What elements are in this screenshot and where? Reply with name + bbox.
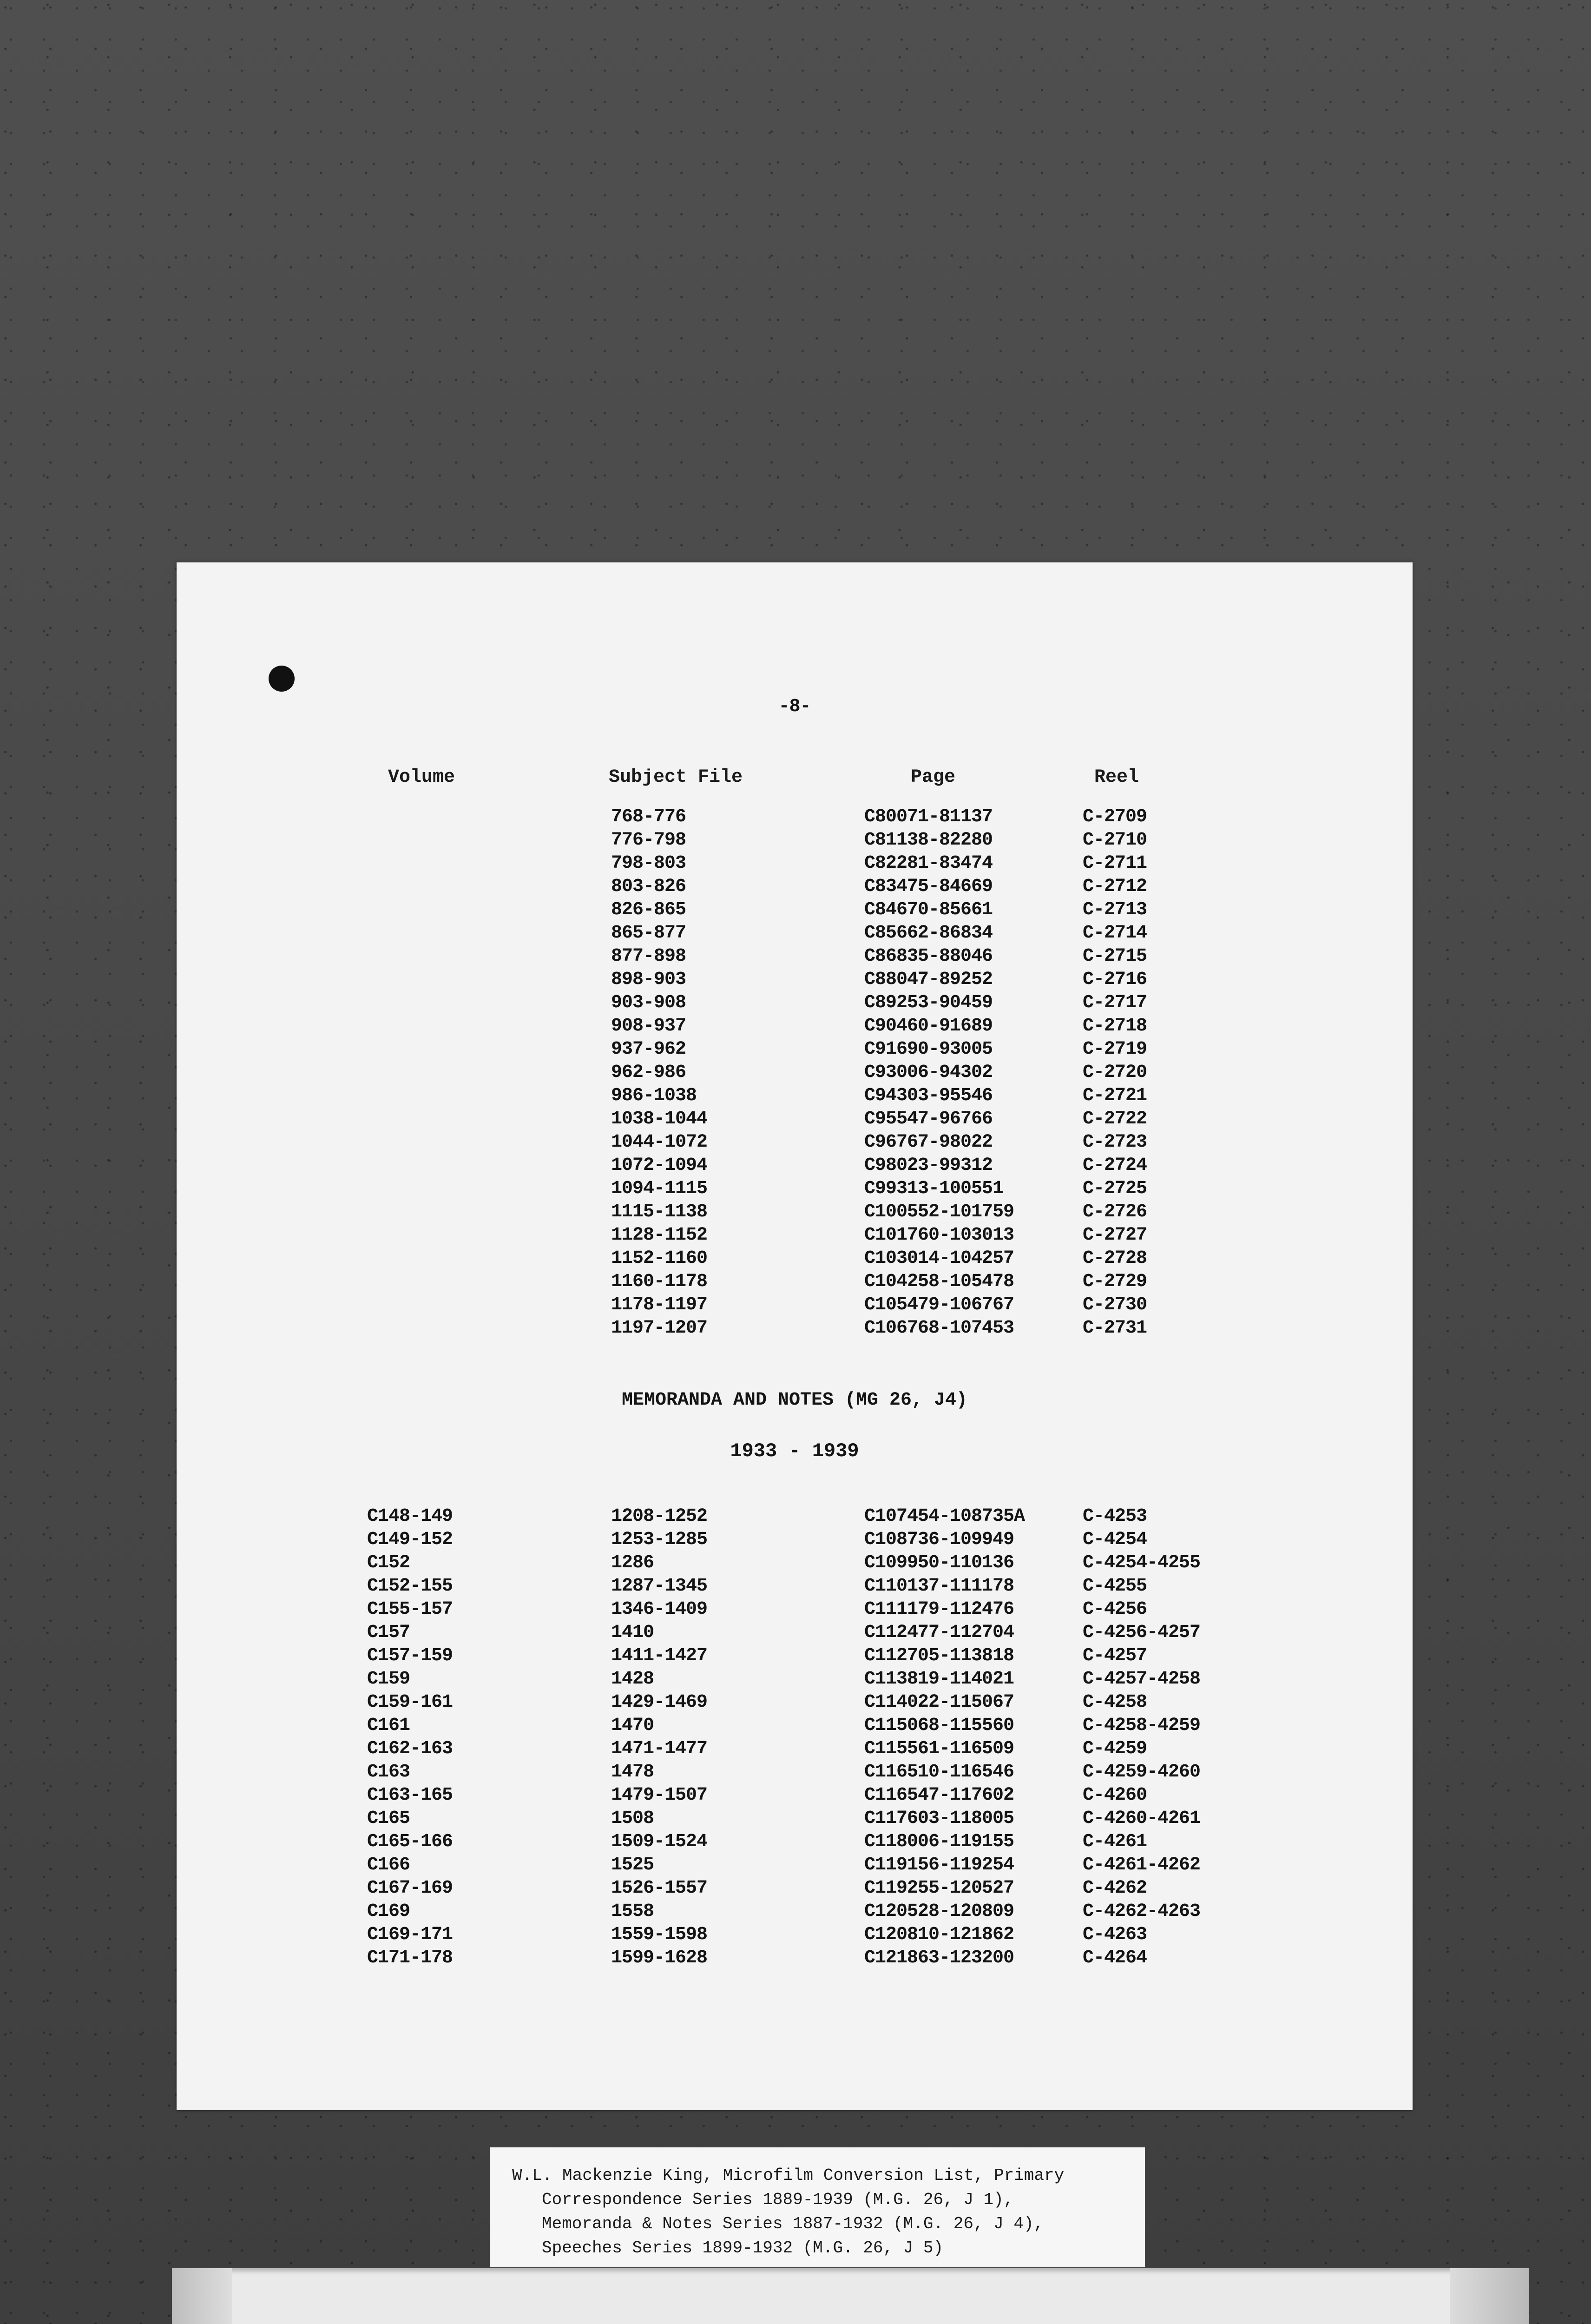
- section-years: 1933 - 1939: [730, 1440, 859, 1462]
- page-cell: C96767-98022: [864, 1132, 993, 1153]
- reel-cell: C-2730: [1083, 1294, 1147, 1315]
- section-title: MEMORANDA AND NOTES (MG 26, J4): [621, 1390, 968, 1411]
- table-row: [177, 1202, 1413, 1225]
- subject-cell: 986-1038: [611, 1085, 697, 1106]
- page-cell: C81138-82280: [864, 830, 993, 851]
- reel-cell: C-2727: [1083, 1225, 1147, 1246]
- reel-cell: C-4259: [1083, 1738, 1147, 1759]
- table-row: [177, 1622, 1413, 1645]
- reel-cell: C-4254-4255: [1083, 1552, 1201, 1573]
- page-cell: C108736-109949: [864, 1529, 1014, 1550]
- page-cell: C80071-81137: [864, 806, 993, 827]
- table-row: [177, 946, 1413, 969]
- subject-cell: 776-798: [611, 830, 686, 851]
- reel-cell: C-4257-4258: [1083, 1669, 1201, 1690]
- caption-line-3: Memoranda & Notes Series 1887-1932 (M.G. 26, J 4),: [542, 2214, 1044, 2233]
- page-cell: C106768-107453: [864, 1318, 1014, 1339]
- page-cell: C120528-120809: [864, 1901, 1014, 1922]
- subject-cell: 1509-1524: [611, 1831, 708, 1852]
- table-row: [177, 1808, 1413, 1831]
- table-row: [177, 853, 1413, 876]
- page-cell: C103014-104257: [864, 1248, 1014, 1269]
- table-row: [177, 876, 1413, 899]
- subject-cell: 1160-1178: [611, 1271, 708, 1292]
- subject-cell: 1471-1477: [611, 1738, 708, 1759]
- volume-cell: C165: [367, 1808, 410, 1829]
- subject-cell: 877-898: [611, 946, 686, 967]
- volume-cell: C148-149: [367, 1506, 453, 1527]
- reel-cell: C-4259-4260: [1083, 1762, 1201, 1783]
- reel-cell: C-2713: [1083, 899, 1147, 920]
- subject-cell: 826-865: [611, 899, 686, 920]
- volume-cell: C159-161: [367, 1692, 453, 1713]
- subject-cell: 768-776: [611, 806, 686, 827]
- table-row: [177, 1039, 1413, 1062]
- caption-card: [490, 2147, 1145, 2267]
- subject-cell: 803-826: [611, 876, 686, 897]
- subject-cell: 1128-1152: [611, 1225, 708, 1246]
- page-cell: C88047-89252: [864, 969, 993, 990]
- page-cell: C110137-111178: [864, 1576, 1014, 1597]
- table-row: [177, 1878, 1413, 1901]
- volume-cell: C169: [367, 1901, 410, 1922]
- table-row: [177, 1016, 1413, 1039]
- page-cell: C105479-106767: [864, 1294, 1014, 1315]
- reel-cell: C-2709: [1083, 806, 1147, 827]
- table-row: [177, 1599, 1413, 1622]
- page-cell: C119255-120527: [864, 1878, 1014, 1899]
- table-row: [177, 1645, 1413, 1669]
- page-cell: C82281-83474: [864, 853, 993, 874]
- table-row: [177, 1692, 1413, 1715]
- page-cell: C100552-101759: [864, 1202, 1014, 1222]
- reel-cell: C-4262: [1083, 1878, 1147, 1899]
- subject-cell: 1038-1044: [611, 1109, 708, 1129]
- page-cell: C109950-110136: [864, 1552, 1014, 1573]
- reel-cell: C-4258: [1083, 1692, 1147, 1713]
- subject-cell: 1599-1628: [611, 1948, 708, 1968]
- table-row: [177, 806, 1413, 830]
- subject-cell: 1044-1072: [611, 1132, 708, 1153]
- table-row: [177, 1855, 1413, 1878]
- page-cell: C95547-96766: [864, 1109, 993, 1129]
- volume-cell: C167-169: [367, 1878, 453, 1899]
- subject-cell: 898-903: [611, 969, 686, 990]
- volume-cell: C149-152: [367, 1529, 453, 1550]
- reel-cell: C-2721: [1083, 1085, 1147, 1106]
- page-cell: C104258-105478: [864, 1271, 1014, 1292]
- table-row: [177, 899, 1413, 923]
- reel-cell: C-4261-4262: [1083, 1855, 1201, 1875]
- page-cell: C94303-95546: [864, 1085, 993, 1106]
- page-cell: C84670-85661: [864, 899, 993, 920]
- table-row: [177, 1785, 1413, 1808]
- subject-cell: 962-986: [611, 1062, 686, 1083]
- subject-cell: 1072-1094: [611, 1155, 708, 1176]
- table-row: [177, 1225, 1413, 1248]
- subject-cell: 1346-1409: [611, 1599, 708, 1620]
- reel-cell: C-2728: [1083, 1248, 1147, 1269]
- page-cell: C114022-115067: [864, 1692, 1014, 1713]
- header-volume: Volume: [388, 767, 455, 788]
- subject-cell: 1525: [611, 1855, 654, 1875]
- table-row: [177, 969, 1413, 992]
- table-row: [177, 1294, 1413, 1318]
- reel-cell: C-2726: [1083, 1202, 1147, 1222]
- page-cell: C90460-91689: [864, 1016, 993, 1037]
- subject-cell: 1479-1507: [611, 1785, 708, 1806]
- subject-cell: 1411-1427: [611, 1645, 708, 1666]
- reel-cell: C-4261: [1083, 1831, 1147, 1852]
- board-edge-left: [172, 2268, 232, 2324]
- page-cell: C91690-93005: [864, 1039, 993, 1060]
- page-cell: C118006-119155: [864, 1831, 1014, 1852]
- page-cell: C116510-116546: [864, 1762, 1014, 1783]
- subject-cell: 1178-1197: [611, 1294, 708, 1315]
- page-cell: C119156-119254: [864, 1855, 1014, 1875]
- page-cell: C89253-90459: [864, 992, 993, 1013]
- table-row: [177, 1948, 1413, 1971]
- header-subject-file: Subject File: [609, 767, 743, 788]
- reel-cell: C-4263: [1083, 1924, 1147, 1945]
- page-cell: C121863-123200: [864, 1948, 1014, 1968]
- reel-cell: C-4257: [1083, 1645, 1147, 1666]
- reel-cell: C-2714: [1083, 923, 1147, 944]
- volume-cell: C157: [367, 1622, 410, 1643]
- volume-cell: C161: [367, 1715, 410, 1736]
- caption-line-4: Speeches Series 1899-1932 (M.G. 26, J 5): [542, 2238, 944, 2258]
- page-cell: C85662-86834: [864, 923, 993, 944]
- board-edge-right: [1450, 2268, 1529, 2324]
- volume-cell: C155-157: [367, 1599, 453, 1620]
- header-page: Page: [911, 767, 956, 788]
- reel-cell: C-4254: [1083, 1529, 1147, 1550]
- subject-cell: 1287-1345: [611, 1576, 708, 1597]
- volume-cell: C163-165: [367, 1785, 453, 1806]
- memoranda-table: [177, 1506, 1413, 1971]
- page-cell: C93006-94302: [864, 1062, 993, 1083]
- reel-cell: C-4262-4263: [1083, 1901, 1201, 1922]
- table-row: [177, 1248, 1413, 1271]
- subject-cell: 1253-1285: [611, 1529, 708, 1550]
- table-row: [177, 1271, 1413, 1294]
- header-reel: Reel: [1094, 767, 1139, 788]
- reel-cell: C-2712: [1083, 876, 1147, 897]
- reel-cell: C-4256: [1083, 1599, 1147, 1620]
- reel-cell: C-4260-4261: [1083, 1808, 1201, 1829]
- subject-cell: 1115-1138: [611, 1202, 708, 1222]
- table-row: [177, 1901, 1413, 1924]
- table-row: [177, 1529, 1413, 1552]
- reel-cell: C-4260: [1083, 1785, 1147, 1806]
- volume-cell: C169-171: [367, 1924, 453, 1945]
- page-cell: C117603-118005: [864, 1808, 1014, 1829]
- table-row: [177, 923, 1413, 946]
- subject-cell: 1508: [611, 1808, 654, 1829]
- volume-cell: C152: [367, 1552, 410, 1573]
- table-row: [177, 992, 1413, 1016]
- table-row: [177, 1178, 1413, 1202]
- reel-cell: C-2720: [1083, 1062, 1147, 1083]
- page-cell: C107454-108735A: [864, 1506, 1025, 1527]
- table-row: [177, 1132, 1413, 1155]
- reel-cell: C-2715: [1083, 946, 1147, 967]
- volume-cell: C166: [367, 1855, 410, 1875]
- volume-cell: C152-155: [367, 1576, 453, 1597]
- page-number: -8-: [778, 696, 811, 717]
- table-row: [177, 1552, 1413, 1576]
- subject-cell: 1152-1160: [611, 1248, 708, 1269]
- subject-cell: 937-962: [611, 1039, 686, 1060]
- table-row: [177, 1506, 1413, 1529]
- subject-cell: 1558: [611, 1901, 654, 1922]
- subject-cell: 1208-1252: [611, 1506, 708, 1527]
- reel-cell: C-2729: [1083, 1271, 1147, 1292]
- volume-cell: C171-178: [367, 1948, 453, 1968]
- table-row: [177, 1762, 1413, 1785]
- reel-cell: C-2710: [1083, 830, 1147, 851]
- correspondence-table: [177, 806, 1413, 1341]
- subject-cell: 1429-1469: [611, 1692, 708, 1713]
- page-cell: C115068-115560: [864, 1715, 1014, 1736]
- volume-cell: C159: [367, 1669, 410, 1690]
- page-cell: C113819-114021: [864, 1669, 1014, 1690]
- table-row: [177, 1318, 1413, 1341]
- subject-cell: 1094-1115: [611, 1178, 708, 1199]
- reel-cell: C-4258-4259: [1083, 1715, 1201, 1736]
- volume-cell: C157-159: [367, 1645, 453, 1666]
- page-cell: C120810-121862: [864, 1924, 1014, 1945]
- page-cell: C83475-84669: [864, 876, 993, 897]
- reel-cell: C-2724: [1083, 1155, 1147, 1176]
- reel-cell: C-2717: [1083, 992, 1147, 1013]
- subject-cell: 1286: [611, 1552, 654, 1573]
- reel-cell: C-4264: [1083, 1948, 1147, 1968]
- document-page: [177, 562, 1413, 2110]
- subject-cell: 1470: [611, 1715, 654, 1736]
- reel-cell: C-2716: [1083, 969, 1147, 990]
- table-row: [177, 830, 1413, 853]
- subject-cell: 908-937: [611, 1016, 686, 1037]
- caption-line-1: W.L. Mackenzie King, Microfilm Conversion List, Primary: [512, 2166, 1065, 2185]
- subject-cell: 1478: [611, 1762, 654, 1783]
- subject-cell: 1428: [611, 1669, 654, 1690]
- table-row: [177, 1669, 1413, 1692]
- page-cell: C116547-117602: [864, 1785, 1014, 1806]
- archive-label-board: [172, 2268, 1529, 2324]
- subject-cell: 1197-1207: [611, 1318, 708, 1339]
- page-cell: C101760-103013: [864, 1225, 1014, 1246]
- table-row: [177, 1831, 1413, 1855]
- table-row: [177, 1062, 1413, 1085]
- subject-cell: 903-908: [611, 992, 686, 1013]
- caption-line-2: Correspondence Series 1889-1939 (M.G. 26, J 1),: [542, 2190, 1014, 2209]
- reel-cell: C-2723: [1083, 1132, 1147, 1153]
- punch-hole: [269, 666, 295, 692]
- reel-cell: C-2718: [1083, 1016, 1147, 1037]
- reel-cell: C-4256-4257: [1083, 1622, 1201, 1643]
- page-cell: C86835-88046: [864, 946, 993, 967]
- subject-cell: 865-877: [611, 923, 686, 944]
- reel-cell: C-2719: [1083, 1039, 1147, 1060]
- page-cell: C98023-99312: [864, 1155, 993, 1176]
- table-row: [177, 1924, 1413, 1948]
- page-cell: C112705-113818: [864, 1645, 1014, 1666]
- reel-cell: C-2725: [1083, 1178, 1147, 1199]
- reel-cell: C-4253: [1083, 1506, 1147, 1527]
- page-cell: C111179-112476: [864, 1599, 1014, 1620]
- volume-cell: C165-166: [367, 1831, 453, 1852]
- subject-cell: 1526-1557: [611, 1878, 708, 1899]
- reel-cell: C-2731: [1083, 1318, 1147, 1339]
- volume-cell: C163: [367, 1762, 410, 1783]
- table-row: [177, 1155, 1413, 1178]
- subject-cell: 798-803: [611, 853, 686, 874]
- reel-cell: C-4255: [1083, 1576, 1147, 1597]
- page-cell: C112477-112704: [864, 1622, 1014, 1643]
- table-row: [177, 1085, 1413, 1109]
- table-row: [177, 1715, 1413, 1738]
- page-cell: C115561-116509: [864, 1738, 1014, 1759]
- page-cell: C99313-100551: [864, 1178, 1004, 1199]
- table-row: [177, 1738, 1413, 1762]
- reel-cell: C-2711: [1083, 853, 1147, 874]
- table-row: [177, 1109, 1413, 1132]
- subject-cell: 1410: [611, 1622, 654, 1643]
- volume-cell: C162-163: [367, 1738, 453, 1759]
- subject-cell: 1559-1598: [611, 1924, 708, 1945]
- table-row: [177, 1576, 1413, 1599]
- reel-cell: C-2722: [1083, 1109, 1147, 1129]
